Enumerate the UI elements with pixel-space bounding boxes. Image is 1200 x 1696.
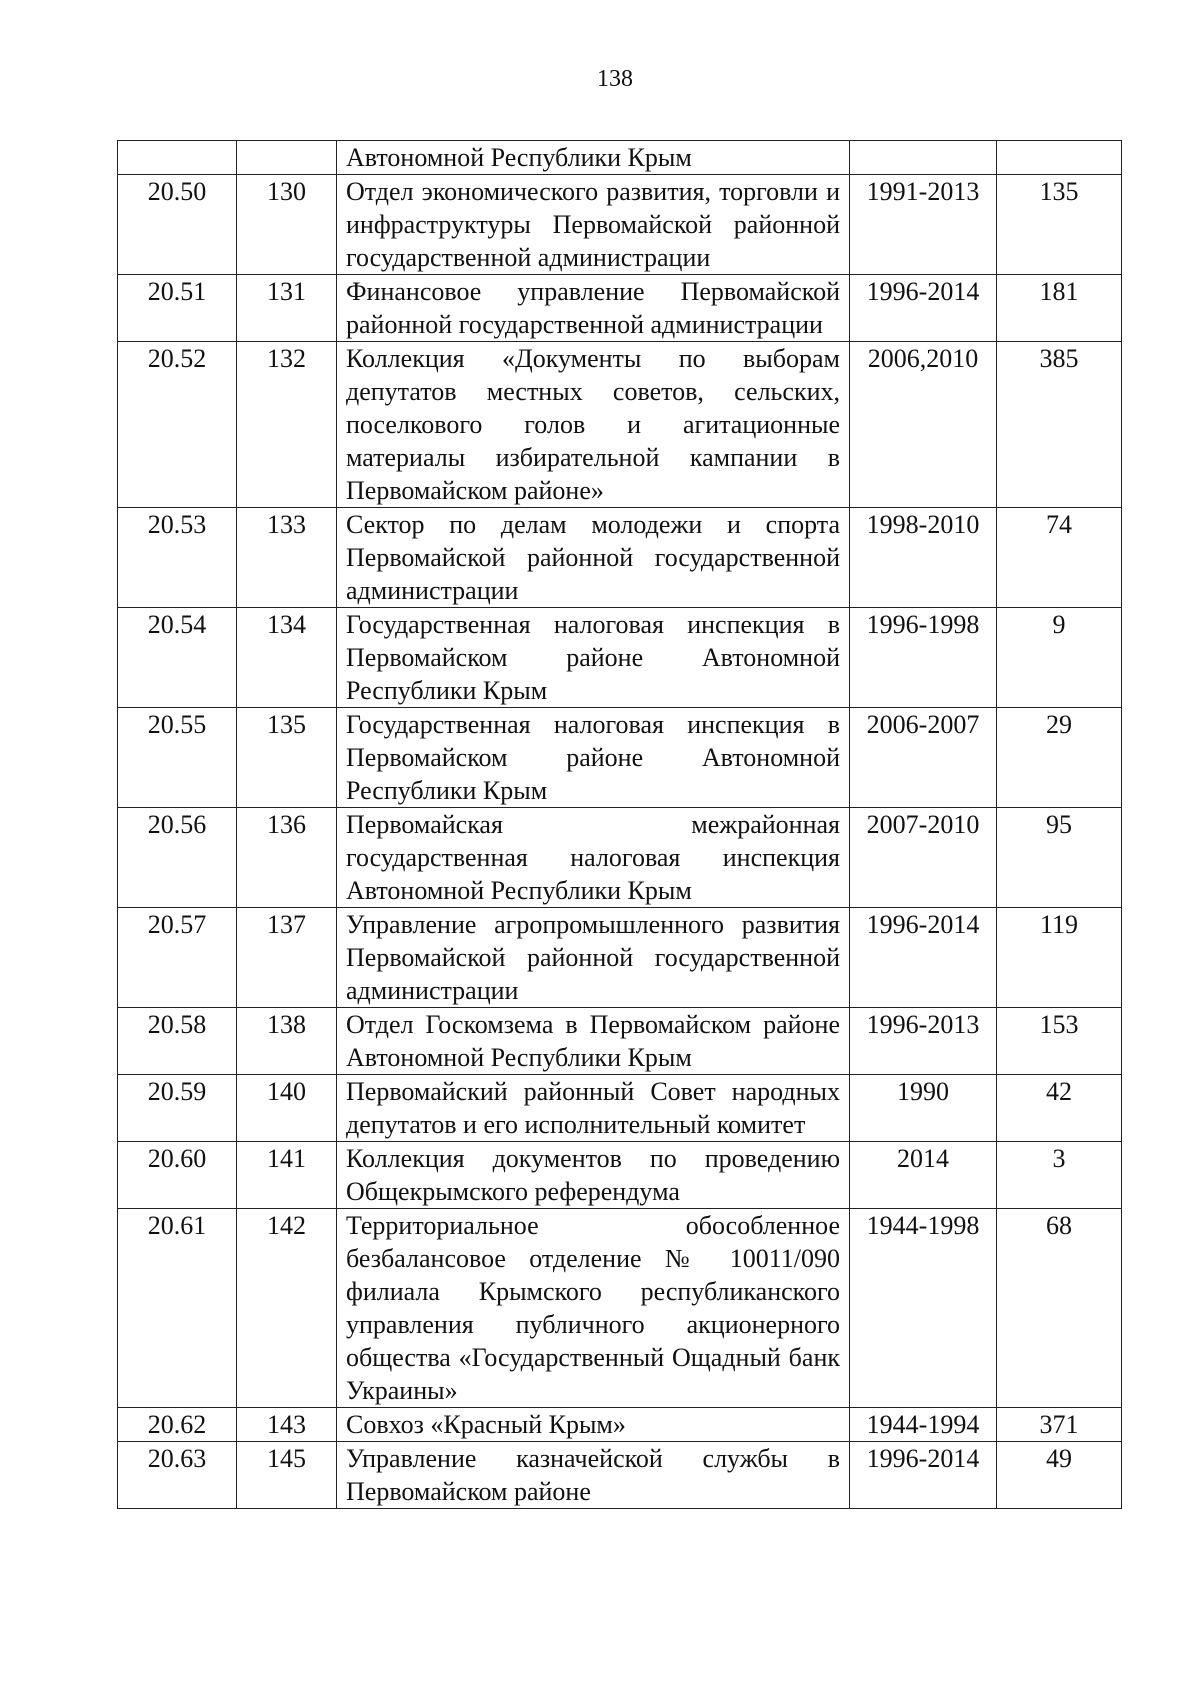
cell-fund: 134 <box>237 608 337 708</box>
cell-name: Коллекция документов по проведению Общекрымского референдума <box>337 1142 850 1209</box>
cell-fund: 136 <box>237 808 337 908</box>
cell-years: 1944-1998 <box>850 1209 997 1408</box>
cell-name: Государственная налоговая инспекция в Первомайском районе Автономной Республики Крым <box>337 608 850 708</box>
cell-count: 385 <box>997 342 1122 508</box>
cell-years: 1996-2014 <box>850 1442 997 1509</box>
cell-years: 2014 <box>850 1142 997 1209</box>
cell-name: Первомайская межрайонная государственная налоговая инспекция Автономной Республики Крым <box>337 808 850 908</box>
cell-name: Коллекция «Документы по выборам депутатов местных советов, сельских, поселкового голов и агитационные материалы избирательной кампании в Первомайском районе» <box>337 342 850 508</box>
table-row <box>118 1008 1122 1075</box>
table-row <box>118 708 1122 808</box>
cell-num: 20.50 <box>118 175 237 275</box>
cell-count: 74 <box>997 508 1122 608</box>
cell-count: 49 <box>997 1442 1122 1509</box>
cell-fund: 140 <box>237 1075 337 1142</box>
cell-num: 20.62 <box>118 1408 237 1442</box>
cell-count: 181 <box>997 275 1122 342</box>
table-row <box>118 342 1122 508</box>
cell-years: 1990 <box>850 1075 997 1142</box>
cell-fund: 143 <box>237 1408 337 1442</box>
cell-num: 20.60 <box>118 1142 237 1209</box>
cell-count: 135 <box>997 175 1122 275</box>
cell-name: Управление казначейской службы в Первомайском районе <box>337 1442 850 1509</box>
table-row <box>118 175 1122 275</box>
cell-years: 2006,2010 <box>850 342 997 508</box>
cell-fund: 145 <box>237 1442 337 1509</box>
cell-fund: 135 <box>237 708 337 808</box>
cell-years: 1944-1994 <box>850 1408 997 1442</box>
table-row <box>118 808 1122 908</box>
cell-num: 20.63 <box>118 1442 237 1509</box>
cell-name: Первомайский районный Совет народных депутатов и его исполнительный комитет <box>337 1075 850 1142</box>
cell-count: 95 <box>997 808 1122 908</box>
table-row <box>118 1209 1122 1408</box>
cell-name: Сектор по делам молодежи и спорта Первомайской районной государственной администрации <box>337 508 850 608</box>
cell-name: Территориальное обособленное безбалансовое отделение № 10011/090 филиала Крымского республиканского управления публичного акционерного общества «Государственный Ощадный банк Украины» <box>337 1209 850 1408</box>
cell-num: 20.57 <box>118 908 237 1008</box>
table-row <box>118 1142 1122 1209</box>
cell-fund: 142 <box>237 1209 337 1408</box>
cell-name: Финансовое управление Первомайской районной государственной администрации <box>337 275 850 342</box>
cell-fund: 137 <box>237 908 337 1008</box>
archive-funds-table <box>117 140 1122 1509</box>
cell-count <box>997 141 1122 175</box>
cell-fund: 138 <box>237 1008 337 1075</box>
cell-years: 1996-2014 <box>850 908 997 1008</box>
cell-years: 2007-2010 <box>850 808 997 908</box>
table-row <box>118 1408 1122 1442</box>
cell-fund: 130 <box>237 175 337 275</box>
cell-years <box>850 141 997 175</box>
cell-years: 1996-2014 <box>850 275 997 342</box>
cell-fund: 133 <box>237 508 337 608</box>
table-row <box>118 908 1122 1008</box>
table-row <box>118 1442 1122 1509</box>
cell-num: 20.51 <box>118 275 237 342</box>
cell-num: 20.56 <box>118 808 237 908</box>
table-row <box>118 508 1122 608</box>
page-number: 138 <box>597 66 633 92</box>
cell-count: 29 <box>997 708 1122 808</box>
table-body <box>118 141 1122 1509</box>
cell-num: 20.53 <box>118 508 237 608</box>
cell-fund: 141 <box>237 1142 337 1209</box>
cell-num: 20.59 <box>118 1075 237 1142</box>
cell-name: Отдел Госкомзема в Первомайском районе Автономной Республики Крым <box>337 1008 850 1075</box>
cell-name: Отдел экономического развития, торговли и инфраструктуры Первомайской районной государственной администрации <box>337 175 850 275</box>
cell-count: 3 <box>997 1142 1122 1209</box>
cell-fund <box>237 141 337 175</box>
cell-num: 20.54 <box>118 608 237 708</box>
cell-years: 1998-2010 <box>850 508 997 608</box>
cell-count: 9 <box>997 608 1122 708</box>
table-row <box>118 1075 1122 1142</box>
table-row <box>118 608 1122 708</box>
table-row-continuation <box>118 141 1122 175</box>
cell-years: 1991-2013 <box>850 175 997 275</box>
cell-num: 20.55 <box>118 708 237 808</box>
cell-years: 1996-2013 <box>850 1008 997 1075</box>
cell-name: Автономной Республики Крым <box>337 141 850 175</box>
cell-name: Государственная налоговая инспекция в Первомайском районе Автономной Республики Крым <box>337 708 850 808</box>
cell-num <box>118 141 237 175</box>
cell-count: 119 <box>997 908 1122 1008</box>
cell-fund: 131 <box>237 275 337 342</box>
cell-num: 20.61 <box>118 1209 237 1408</box>
cell-count: 153 <box>997 1008 1122 1075</box>
cell-count: 68 <box>997 1209 1122 1408</box>
cell-num: 20.58 <box>118 1008 237 1075</box>
cell-name: Управление агропромышленного развития Первомайской районной государственной администрации <box>337 908 850 1008</box>
cell-name: Совхоз «Красный Крым» <box>337 1408 850 1442</box>
cell-num: 20.52 <box>118 342 237 508</box>
cell-years: 2006-2007 <box>850 708 997 808</box>
cell-years: 1996-1998 <box>850 608 997 708</box>
cell-count: 371 <box>997 1408 1122 1442</box>
cell-count: 42 <box>997 1075 1122 1142</box>
table-row <box>118 275 1122 342</box>
cell-fund: 132 <box>237 342 337 508</box>
